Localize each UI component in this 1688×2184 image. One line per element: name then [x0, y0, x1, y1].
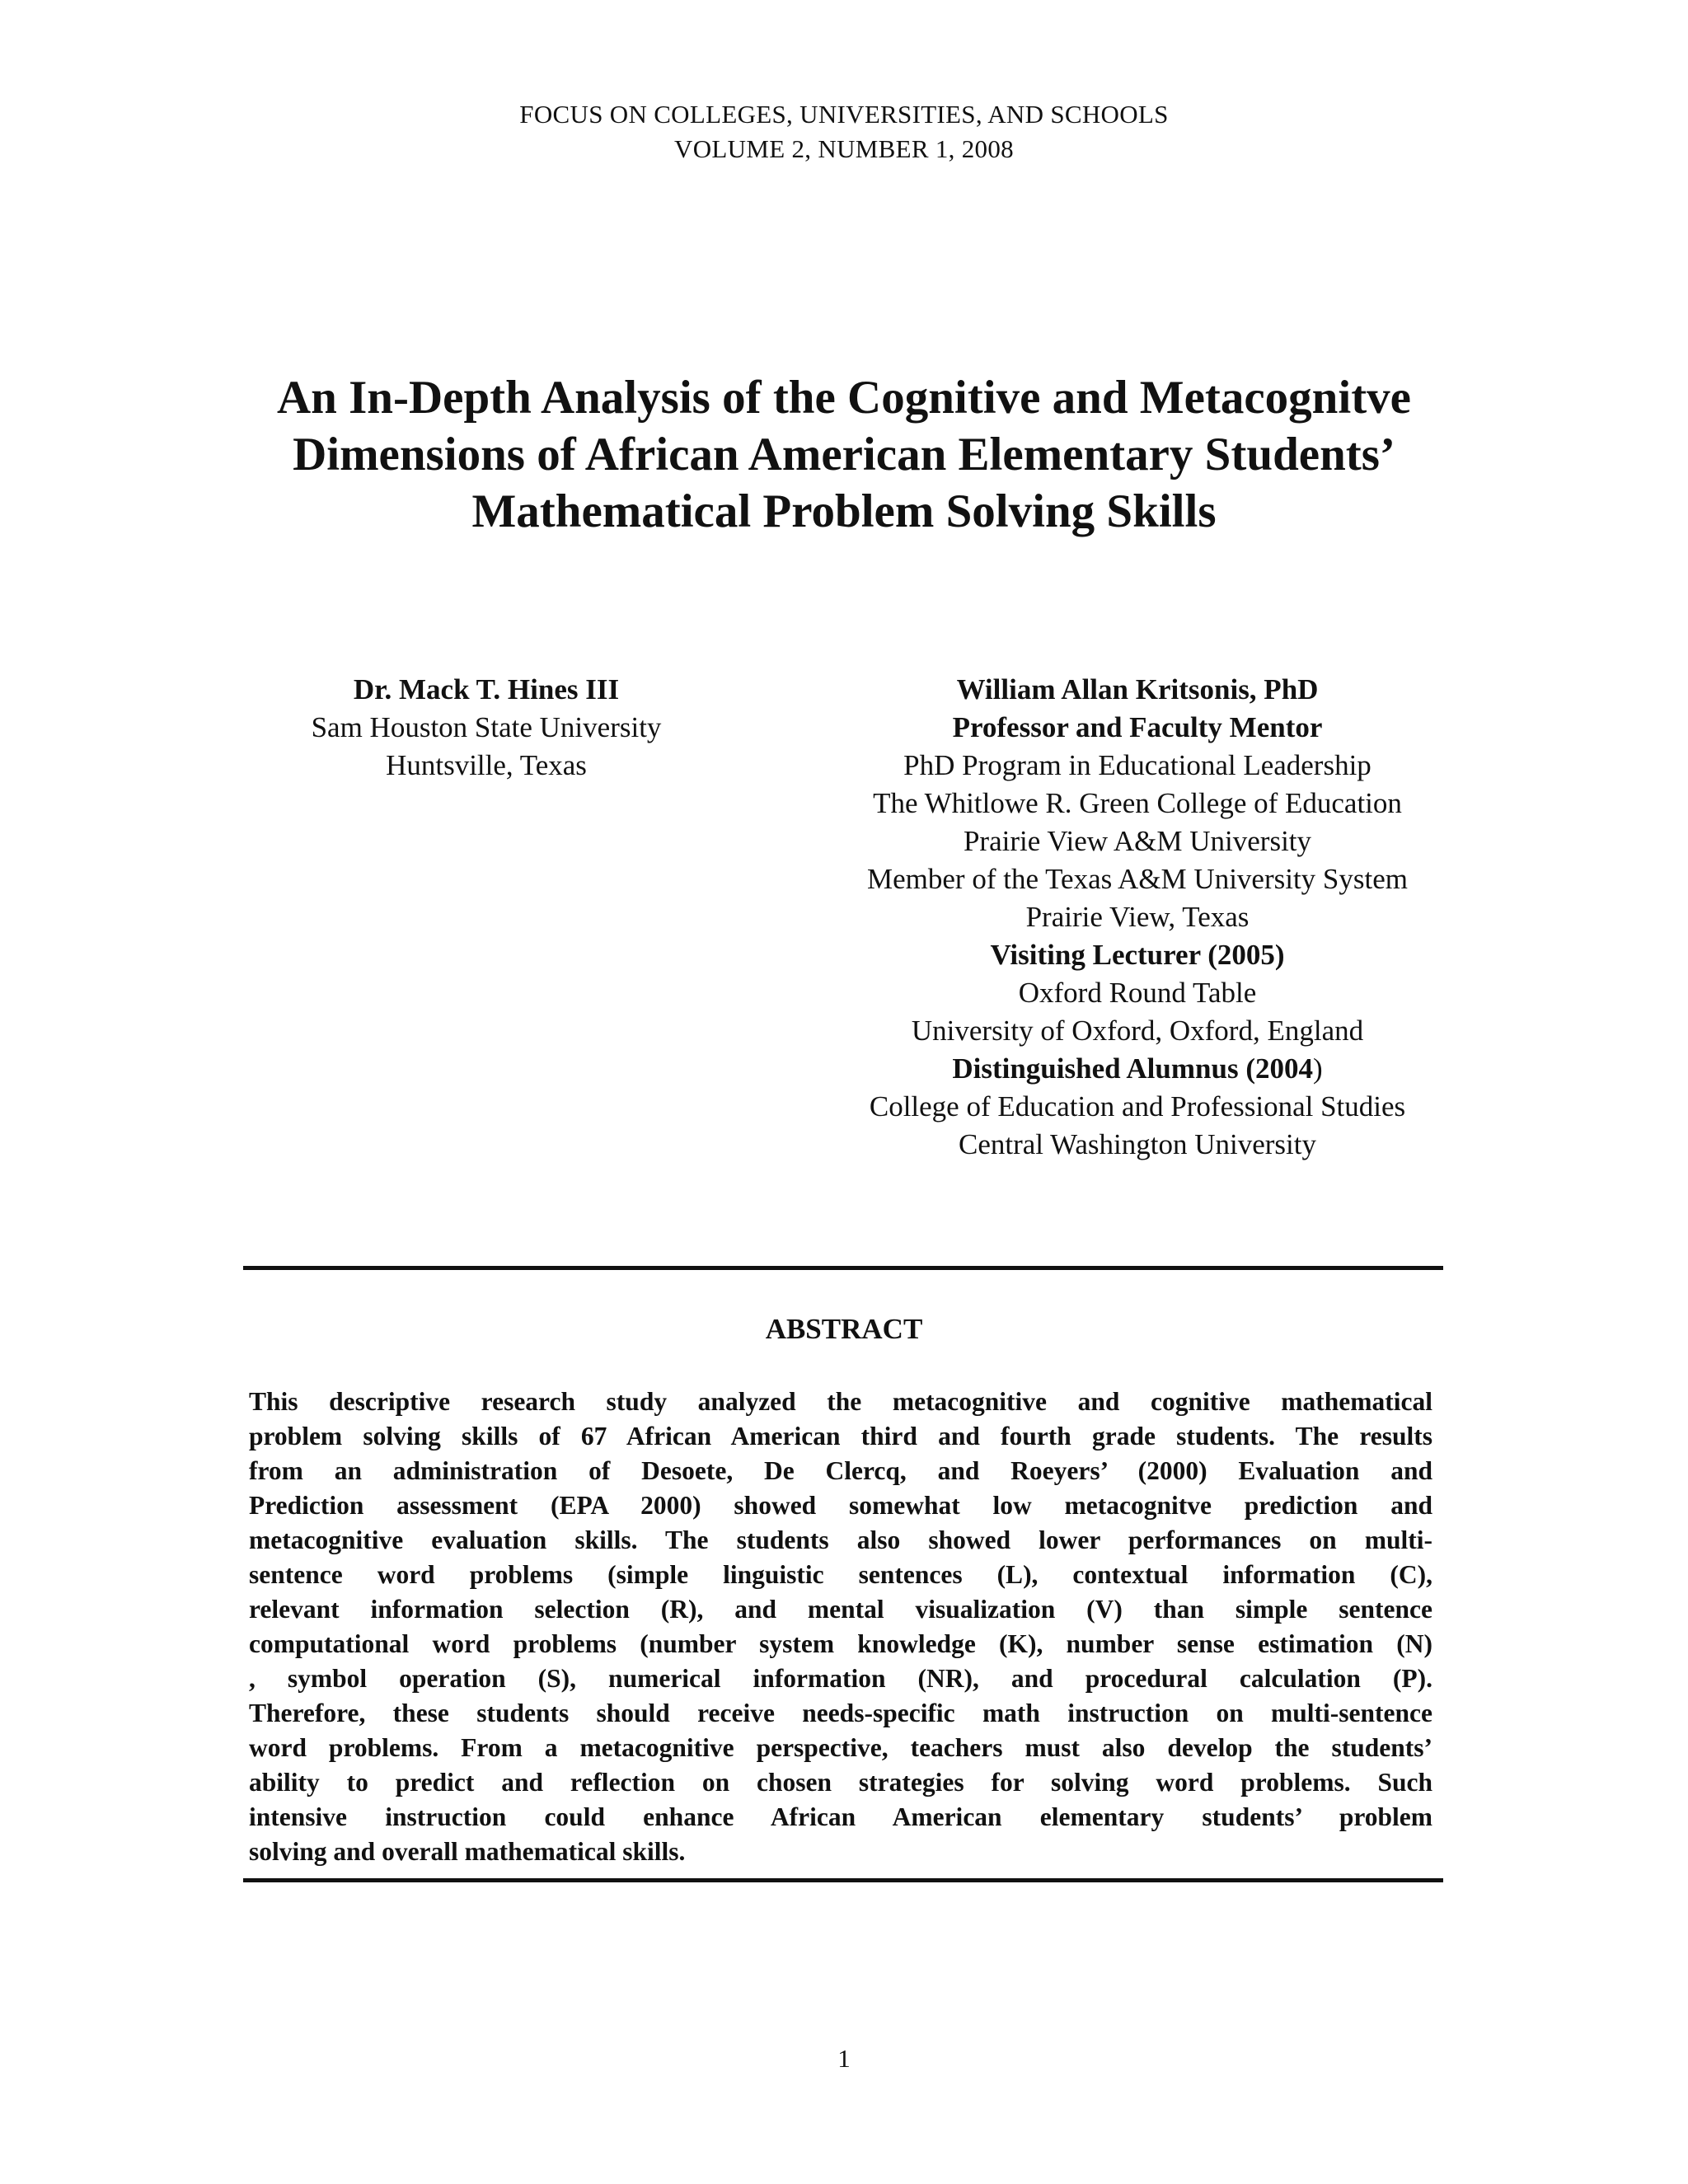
author-program: PhD Program in Educational Leadership — [903, 749, 1372, 781]
abstract-top-rule — [243, 1266, 1443, 1270]
author-honor-visiting-lecturer: Visiting Lecturer (2005) — [990, 939, 1285, 971]
abstract-line: , symbol operation (S), numerical information (NR), and procedural calculation (P). — [249, 1664, 1432, 1693]
journal-header — [0, 97, 1688, 166]
abstract-line: This descriptive research study analyzed the metacognitive and cognitive mathematical — [249, 1387, 1432, 1416]
abstract-line: relevant information selection (R), and mental visualization (V) than simple sentence — [249, 1595, 1432, 1624]
paper-title — [0, 369, 1688, 540]
author-block-hines — [272, 671, 701, 785]
abstract-line: Prediction assessment (EPA 2000) showed somewhat low metacognitve prediction and — [249, 1491, 1432, 1520]
abstract-line: computational word problems (number system knowledge (K), number sense estimation (N) — [249, 1629, 1432, 1658]
author-honor-place: University of Oxford, Oxford, England — [911, 1015, 1364, 1047]
author-location: Huntsville, Texas — [386, 749, 587, 781]
author-name: William Allan Kritsonis, PhD — [956, 673, 1319, 705]
abstract-line: ability to predict and reflection on chosen strategies for solving word problems. Such — [249, 1768, 1432, 1797]
author-honor-org: Oxford Round Table — [1018, 977, 1257, 1009]
title-line-2: Dimensions of African American Elementary Students’ — [293, 429, 1395, 480]
author-role: Professor and Faculty Mentor — [952, 711, 1323, 743]
abstract-heading: ABSTRACT — [765, 1313, 923, 1345]
title-line-3: Mathematical Problem Solving Skills — [471, 485, 1217, 537]
author-location: Prairie View, Texas — [1025, 901, 1250, 933]
author-system: Member of the Texas A&M University System — [867, 863, 1408, 895]
abstract-line: solving and overall mathematical skills. — [249, 1837, 686, 1866]
abstract-body — [249, 1385, 1432, 1869]
abstract-line: intensive instruction could enhance African American elementary students’ problem — [249, 1802, 1432, 1831]
abstract-line: sentence word problems (simple linguistic sentences (L), contextual information (C), — [249, 1560, 1432, 1589]
abstract-bottom-rule — [243, 1878, 1443, 1882]
author-honor-alumnus-label: Distinguished Alumnus (2004 — [952, 1052, 1313, 1085]
journal-volume: VOLUME 2, NUMBER 1, 2008 — [674, 134, 1014, 163]
abstract-line: metacognitive evaluation skills. The students also showed lower performances on multi- — [249, 1526, 1432, 1554]
abstract-line: word problems. From a metacognitive perspective, teachers must also develop the students’ — [249, 1733, 1432, 1762]
author-university: Prairie View A&M University — [963, 825, 1312, 857]
page-number: 1 — [837, 2044, 851, 2073]
abstract-line: Therefore, these students should receive needs-specific math instruction on multi-sentence — [249, 1699, 1432, 1727]
author-name: Dr. Mack T. Hines III — [353, 673, 620, 705]
abstract-line: from an administration of Desoete, De Clercq, and Roeyers’ (2000) Evaluation and — [249, 1456, 1432, 1485]
author-honor-org: College of Education and Professional Studies — [869, 1090, 1406, 1122]
abstract-line: problem solving skills of 67 African American third and fourth grade students. The results — [249, 1422, 1432, 1451]
author-block-kritsonis — [816, 671, 1459, 1164]
author-honor-distinguished-alumnus — [816, 1050, 1459, 1088]
journal-name: FOCUS ON COLLEGES, UNIVERSITIES, AND SCHOOLS — [519, 100, 1169, 129]
author-college: The Whitlowe R. Green College of Education — [873, 787, 1402, 819]
author-honor-alumnus-paren: ) — [1312, 1052, 1323, 1085]
author-affiliation: Sam Houston State University — [311, 711, 662, 743]
title-line-1: An In-Depth Analysis of the Cognitive and Metacognitve — [277, 372, 1411, 424]
author-honor-place: Central Washington University — [959, 1128, 1316, 1160]
